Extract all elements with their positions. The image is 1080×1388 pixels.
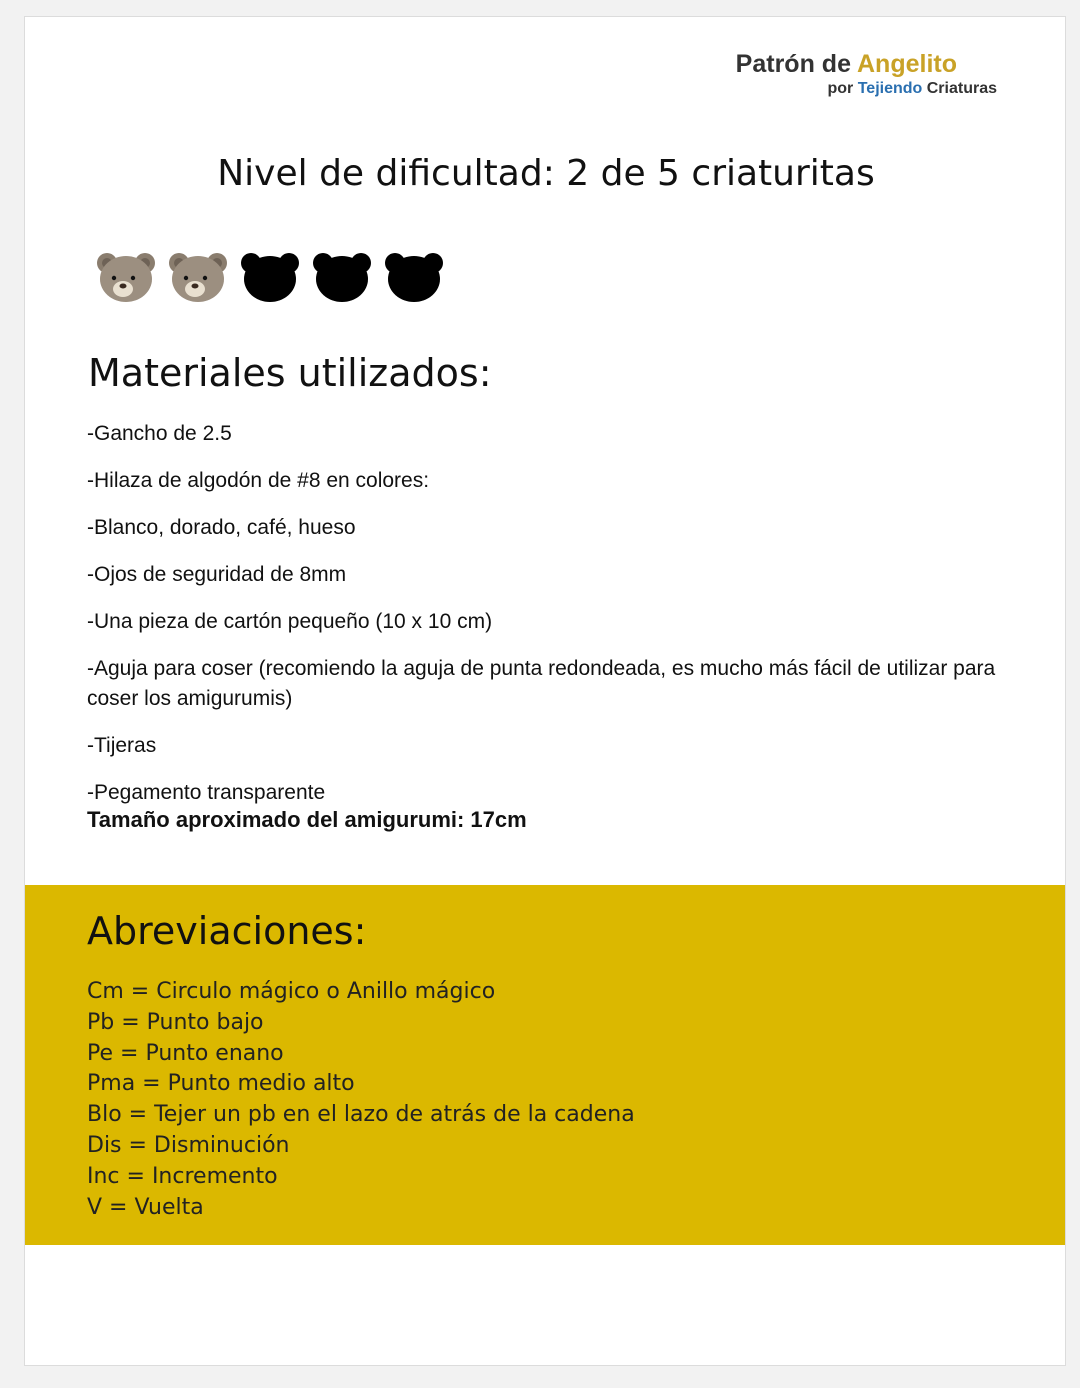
brand-by: por [827, 80, 858, 97]
pattern-page [24, 16, 1066, 1366]
abbreviations-section [25, 885, 1066, 1245]
bear-face-icon [167, 249, 229, 305]
bear-silhouette-icon [383, 249, 445, 305]
abbreviation-item: Pb = Punto bajo [87, 1009, 264, 1035]
materials-list [87, 419, 1017, 825]
bear-silhouette-icon [239, 249, 301, 305]
abbreviation-item: Blo = Tejer un pb en el lazo de atrás de la cadena [87, 1102, 635, 1128]
abbreviation-item: Cm = Circulo mágico o Anillo mágico [87, 979, 496, 1004]
materials-title: Materiales utilizados: [88, 351, 492, 395]
materials-item: -Aguja para coser (recomiendo la aguja de punta redondeada, es mucho más fácil de utilizar para coser los amigurumis) [87, 657, 996, 710]
size-note: Tamaño aproximado del amigurumi: 17cm [87, 807, 527, 832]
materials-item: -Hilaza de algodón de #8 en colores: [87, 469, 430, 492]
abbreviation-item: Dis = Disminución [87, 1132, 290, 1158]
brand-header [735, 49, 997, 99]
materials-item: -Una pieza de cartón pequeño (10 x 10 cm) [87, 610, 493, 633]
bear-face-icon [95, 249, 157, 305]
materials-item: -Pegamento transparente [87, 781, 326, 804]
brand-author-second: Criaturas [922, 80, 997, 97]
brand-author-first: Tejiendo [857, 80, 923, 97]
materials-item: -Gancho de 2.5 [87, 422, 232, 445]
brand-title [736, 49, 957, 79]
difficulty-title: Nivel de dificultad: 2 de 5 criaturitas [217, 153, 875, 194]
materials-item: -Ojos de seguridad de 8mm [87, 563, 347, 586]
abbreviation-item: Pma = Punto medio alto [87, 1071, 355, 1097]
abbreviation-item: Pe = Punto enano [87, 1040, 284, 1066]
brand-title-prefix: Patrón de [735, 50, 857, 78]
brand-author [736, 79, 997, 99]
difficulty-rating [95, 249, 445, 305]
materials-item: -Tijeras [87, 734, 157, 757]
materials-item: -Blanco, dorado, café, hueso [87, 516, 356, 539]
brand-pattern-name: Angelito [857, 50, 957, 78]
abbreviations-list [87, 977, 635, 1223]
bear-silhouette-icon [311, 249, 373, 305]
abbreviations-title: Abreviaciones: [87, 909, 367, 953]
abbreviation-item: Inc = Incremento [87, 1163, 278, 1189]
abbreviation-item: V = Vuelta [87, 1194, 204, 1220]
